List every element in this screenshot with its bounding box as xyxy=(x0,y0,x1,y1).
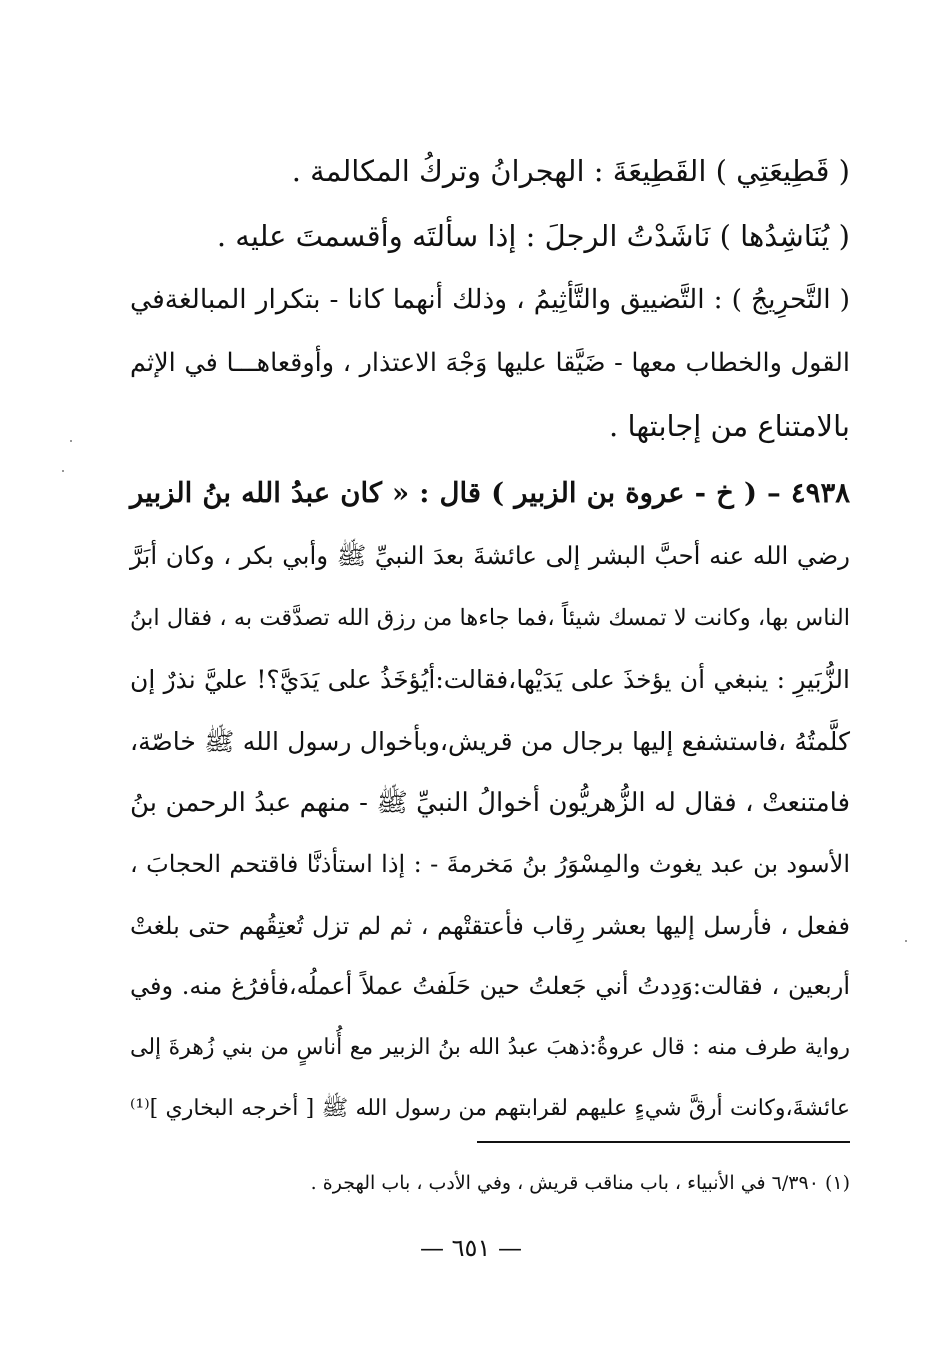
hadith-line-6: فامتنعتْ ، فقال له الزُّهريُّون أخوالُ النبيِّ ﷺ - منهم عبدُ الرحمن بنُ xyxy=(130,788,850,818)
footnote-separator xyxy=(477,1141,850,1143)
hadith-line-10: رواية طرف منه : قال عروةُ:ذهبَ عبدُ الله بنُ الزبير مع أُناسٍ من بني زُهرةَ إلى xyxy=(130,1035,850,1060)
hadith-line-3: الناس بها، وكانت لا تمسك شيئاً ،فما جاءها من رزق الله تصدَّقت به ، فقال ابنُ xyxy=(130,605,850,631)
scan-speck xyxy=(70,440,72,442)
gloss-line-2: ( يُنَاشِدُها ) نَاشَدْتُ الرجلَ : إذا سألتَه وأقسمتَ عليه . xyxy=(216,219,850,253)
footnote: (١) ٦/٣٩٠ في الأنبياء ، باب مناقب قريش ، وفي الأدب ، باب الهجرة . xyxy=(310,1172,850,1194)
scan-speck xyxy=(62,470,64,472)
gloss-line-4: القول والخطاب معها - ضَيَّقا عليها وَجْهَ الاعتذار ، وأوقعاهـــا في الإثم xyxy=(130,348,850,378)
gloss-line-3: ( التَّحرِيجُ ) : التَّضييق والتَّأثِيمُ ، وذلك أنهما كانا - بتكرار المبالغةفي xyxy=(130,284,850,315)
gloss-line-1: ( قَطِيعَتِي ) القَطِيعَةَ : الهجرانُ وتركُ المكالمة . xyxy=(291,154,850,188)
hadith-line-11: عائشةَ،وكانت أرقَّ شيءٍ عليهم لقرابتهم من رسول الله ﷺ [ أخرجه البخاري ]⁽¹⁾ xyxy=(130,1096,850,1121)
hadith-line-2: رضي الله عنه أحبَّ البشر إلى عائشةَ بعدَ النبيِّ ﷺ وأبي بكر ، وكان أبَرَّ xyxy=(130,541,850,570)
hadith-line-7: الأسود بن عبد يغوث والمِسْوَرُ بنُ مَخرمةَ - : إذا استأذنَّا فاقتحم الحجابَ ، xyxy=(130,850,850,878)
hadith-line-8: ففعل ، فأرسل إليها بعشر رِقاب فأعتقتْهم ، ثم لم تزل تُعتِقُهم حتى بلغتْ xyxy=(130,912,850,940)
hadith-line-5: كلَّمتُهُ ،فاستشفع إليها برجال من قريش،وبأخوال رسول الله ﷺ خاصّة، xyxy=(130,727,850,756)
page-number: — ٦٥١ — xyxy=(420,1234,522,1262)
hadith-line-9: أربعين ، فقالت:وَدِدتُ أني جَعلتُ حين حَلَفتُ عملاً أعملُه،فأفرُغ منه. وفي xyxy=(130,972,850,1000)
gloss-line-5: بالامتناع من إجابتها . xyxy=(609,409,850,443)
hadith-line-4: الزُّبَيرِ : ينبغي أن يؤخذَ على يَدَيْها،فقالت:أيُؤخَذُ على يَدَيَّ؟! عليَّ نذرٌ إن xyxy=(130,665,850,694)
scan-speck xyxy=(905,940,907,942)
hadith-heading-line: ٤٩٣٨ – ( خ - عروة بن الزبير ) قال : « كان عبدُ الله بنُ الزبير xyxy=(130,477,850,509)
